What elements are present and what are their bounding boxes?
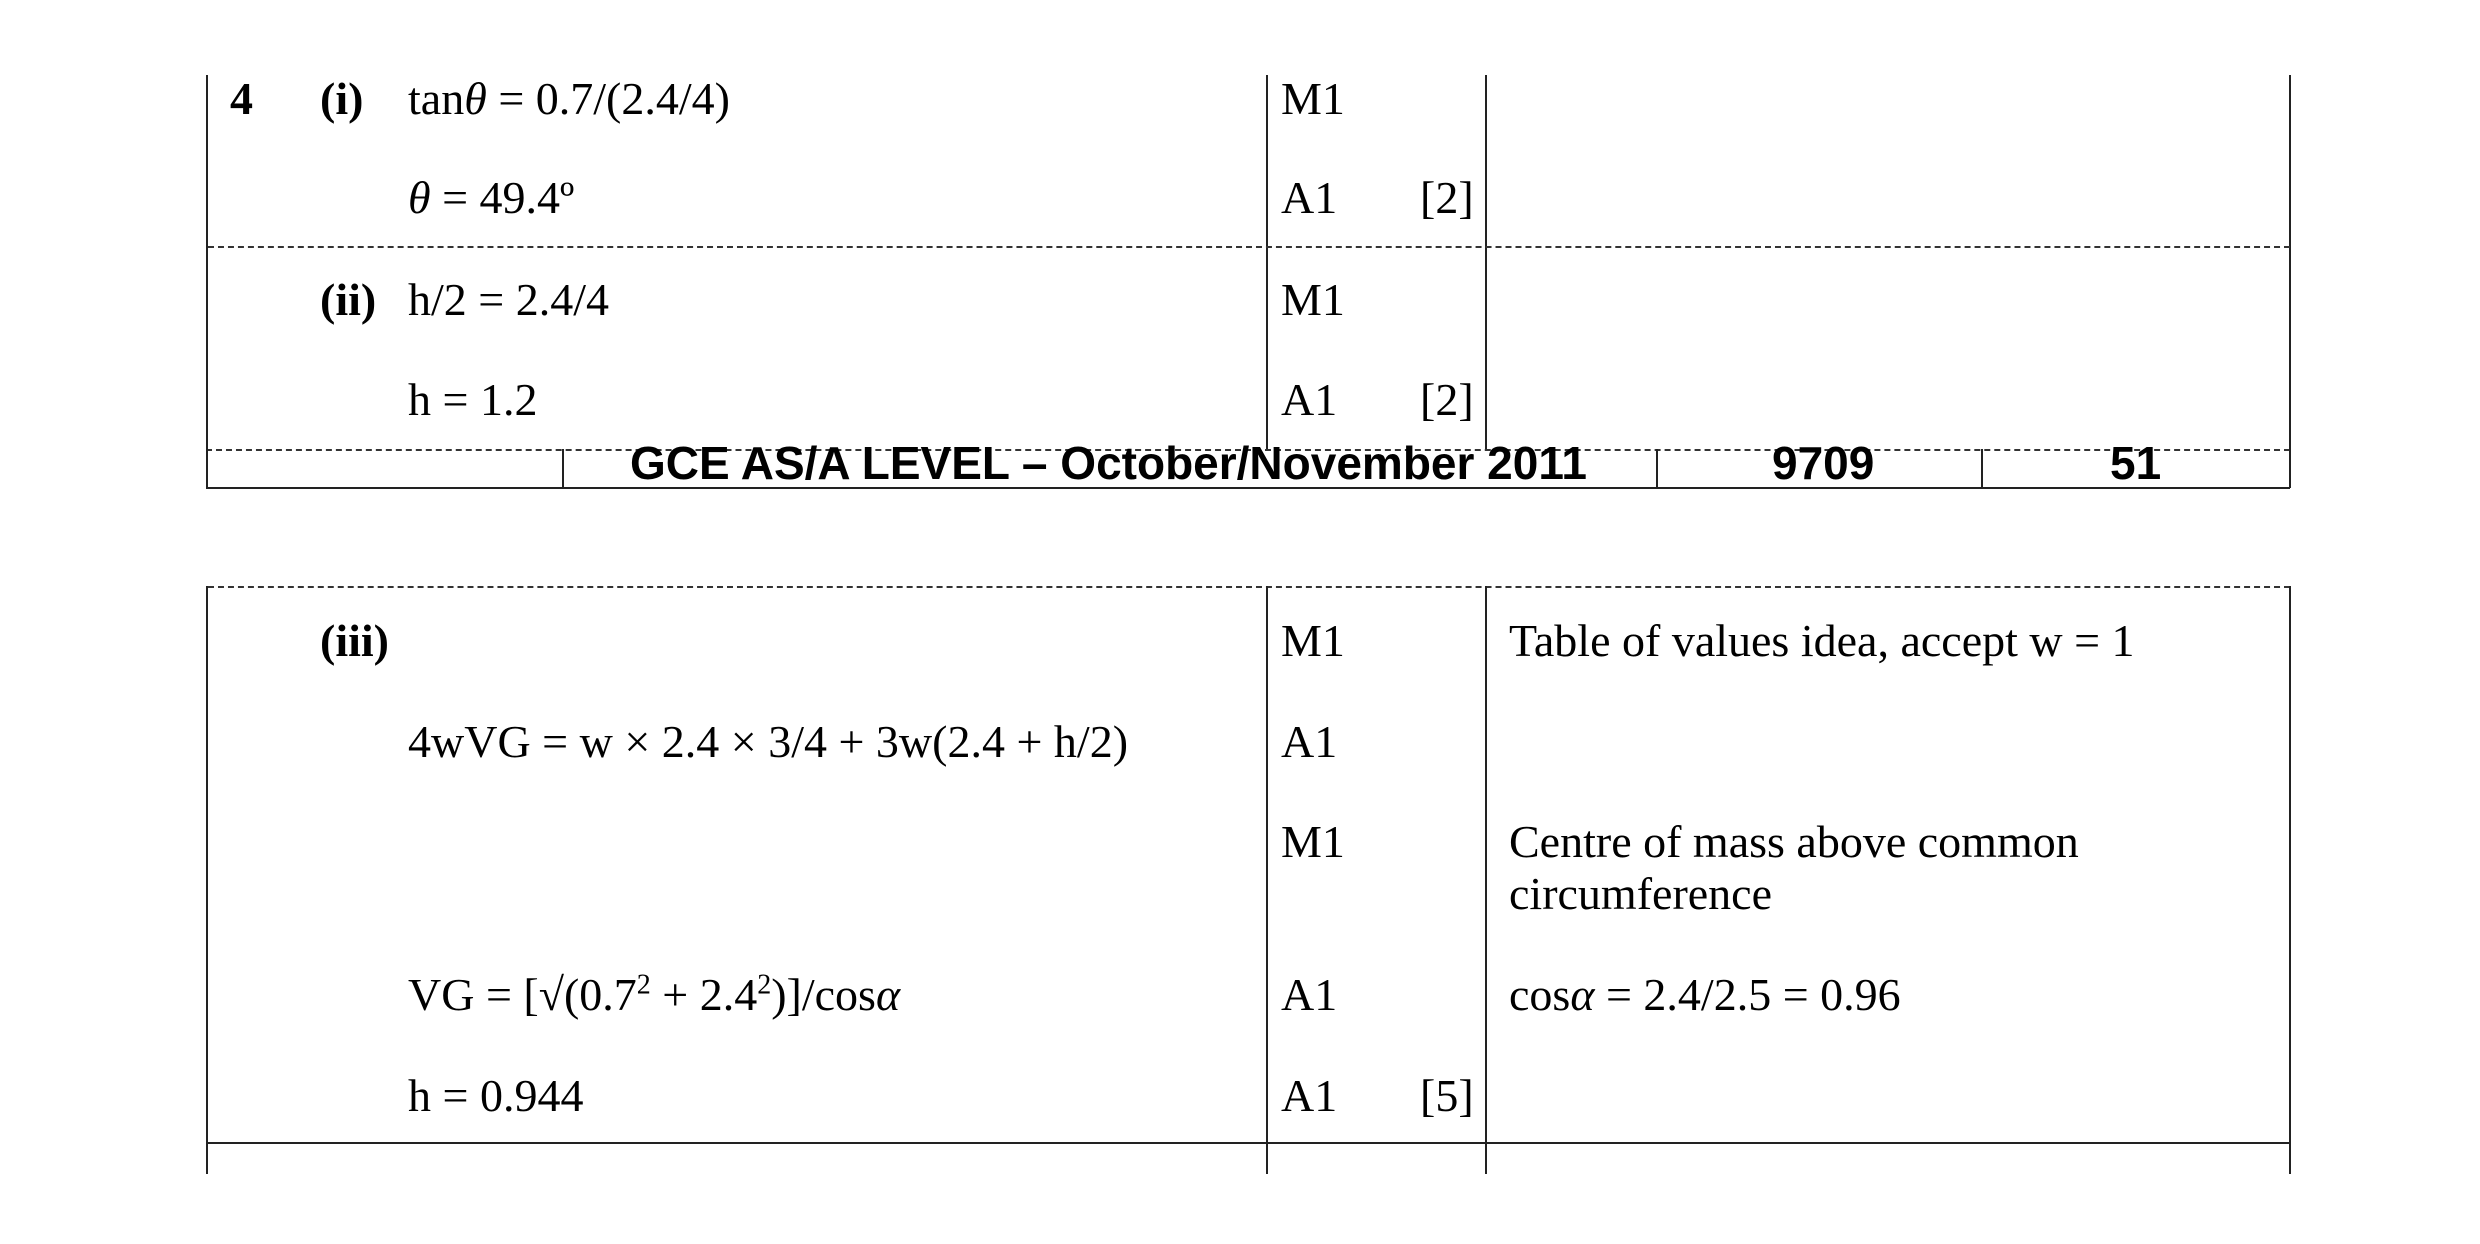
- bottom-right-border: [2289, 586, 2291, 1174]
- answer-line-iii-2: 4wVG = w × 2.4 × 3/4 + 3w(2.4 + h/2): [408, 716, 1129, 767]
- total-marks-ii: [2]: [1420, 374, 1474, 425]
- guidance-iii-1: Table of values idea, accept w = 1: [1509, 615, 2135, 666]
- answer-line-iii-4: VG = $[√(0.7^2 + 2.4^2)]/\cos\alpha$: [408, 969, 901, 1020]
- mark-iii-2: A1: [1281, 716, 1338, 767]
- bottom-top-dashed: [208, 586, 2290, 588]
- total-marks-i: [2]: [1420, 172, 1474, 223]
- mark-iii-4: A1: [1281, 969, 1338, 1020]
- bottom-column-divider-mark: [1485, 586, 1487, 1174]
- header-bottom-border: [206, 487, 2290, 489]
- answer-line-i-2: θ = 49.4º: [408, 172, 575, 223]
- bottom-left-border: [206, 586, 208, 1174]
- mark-ii-2: A1: [1281, 374, 1338, 425]
- question-number: 4: [230, 73, 253, 124]
- mark-iii-1: M1: [1281, 615, 1345, 666]
- guidance-iii-4: cosα = 2.4/2.5 = 0.96: [1509, 969, 1901, 1020]
- header-title: GCE AS/A LEVEL – October/November 2011: [630, 437, 1587, 486]
- answer-line-i-1: tanθ = 0.7/(2.4/4): [408, 73, 730, 124]
- bottom-column-divider-answer: [1266, 586, 1268, 1174]
- total-marks-iii: [5]: [1420, 1070, 1474, 1121]
- mark-i-1: M1: [1281, 73, 1345, 124]
- guidance-iii-3-line1: Centre of mass above common: [1509, 816, 2079, 867]
- mark-i-2: A1: [1281, 172, 1338, 223]
- table-left-border: [206, 75, 208, 450]
- header-paper: 51: [2110, 437, 2162, 486]
- part-label-ii: (ii): [320, 274, 377, 325]
- header-text-clip: [0, 436, 2480, 486]
- answer-line-iii-5: h = 0.944: [408, 1070, 584, 1121]
- part-label-iii: (iii): [320, 615, 389, 666]
- answer-line-ii-1: h/2 = 2.4/4: [408, 274, 610, 325]
- mark-ii-1: M1: [1281, 274, 1345, 325]
- table-right-border: [2289, 75, 2291, 450]
- bottom-row-border: [206, 1142, 2290, 1144]
- part-label-i: (i): [320, 73, 364, 124]
- column-divider-mark: [1485, 75, 1487, 450]
- mark-iii-3: M1: [1281, 816, 1345, 867]
- mark-iii-5: A1: [1281, 1070, 1338, 1121]
- guidance-iii-3-line2: circumference: [1509, 868, 1773, 919]
- column-divider-answer: [1266, 75, 1268, 450]
- answer-line-ii-2: h = 1.2: [408, 374, 538, 425]
- row-separator-dashed: [208, 246, 2290, 248]
- header-syllabus: 9709: [1772, 437, 1875, 486]
